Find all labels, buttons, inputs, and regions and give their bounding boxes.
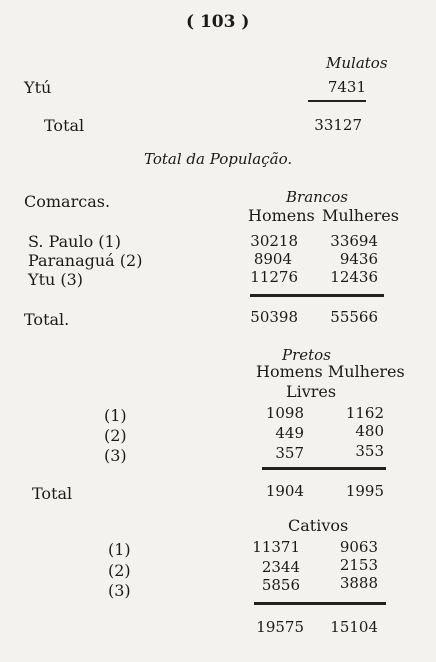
livres-row-1-mulheres: 1162 <box>345 404 384 422</box>
brancos-row-2-mulheres: 9436 <box>339 250 378 268</box>
livres-row-3-homens: 357 <box>275 444 304 462</box>
brancos-total-mulheres: 55566 <box>330 308 378 326</box>
brancos-header: Brancos <box>286 188 348 206</box>
brancos-row-2-label: Paranaguá (2) <box>28 251 143 270</box>
livres-row-2-homens: 449 <box>275 424 304 442</box>
cativos-row-1-homens: 11371 <box>252 538 300 556</box>
cativos-row-3-mulheres: 3888 <box>339 574 378 592</box>
brancos-row-1-mulheres: 33694 <box>330 232 378 250</box>
brancos-row-1-homens: 30218 <box>250 232 298 250</box>
rule-mulatos <box>308 100 366 102</box>
page-number: ( 103 ) <box>186 12 250 32</box>
livres-row-1-homens: 1098 <box>265 404 304 422</box>
ytu-label: Ytú <box>24 78 52 97</box>
mulatos-header: Mulatos <box>326 54 388 72</box>
brancos-row-3-mulheres: 12436 <box>330 268 378 286</box>
brancos-row-3-label: Ytu (3) <box>28 270 84 289</box>
cativos-header: Cativos <box>288 516 349 535</box>
section-title: Total da População. <box>144 150 293 168</box>
rule-brancos <box>250 294 384 297</box>
brancos-row-1-label: S. Paulo (1) <box>28 232 121 251</box>
cativos-row-2-homens: 2344 <box>261 558 300 576</box>
livres-row-2-label: (2) <box>104 426 127 445</box>
brancos-total-label: Total. <box>24 310 70 329</box>
comarcas-label: Comarcas. <box>24 192 111 211</box>
ytu-mulatos-value: 7431 <box>327 78 366 96</box>
cativos-row-3-label: (3) <box>108 581 131 600</box>
rule-livres <box>262 467 386 470</box>
livres-row-3-label: (3) <box>104 446 127 465</box>
cativos-row-2-mulheres: 2153 <box>339 556 378 574</box>
cativos-row-3-homens: 5856 <box>261 576 300 594</box>
brancos-row-2-homens: 8904 <box>253 250 292 268</box>
brancos-col-homens: Homens <box>248 206 315 225</box>
cativos-row-2-label: (2) <box>108 561 131 580</box>
pretos-total-label: Total <box>32 484 73 503</box>
brancos-col-mulheres: Mulheres <box>322 206 399 225</box>
brancos-total-homens: 50398 <box>250 308 298 326</box>
pretos-total-mulheres: 1995 <box>345 482 384 500</box>
pretos-col-header: Homens Mulheres <box>256 362 405 381</box>
livres-header: Livres <box>286 382 337 401</box>
livres-row-3-mulheres: 353 <box>355 442 384 460</box>
pretos-total-homens: 1904 <box>265 482 304 500</box>
cativos-total-mulheres: 15104 <box>330 618 378 636</box>
livres-row-2-mulheres: 480 <box>355 422 384 440</box>
brancos-row-3-homens: 11276 <box>250 268 298 286</box>
cativos-row-1-mulheres: 9063 <box>339 538 378 556</box>
top-total-label: Total <box>44 116 85 135</box>
livres-row-1-label: (1) <box>104 406 127 425</box>
cativos-row-1-label: (1) <box>108 540 131 559</box>
top-total-value: 33127 <box>314 116 362 134</box>
pretos-header: Pretos <box>282 346 331 364</box>
cativos-total-homens: 19575 <box>256 618 304 636</box>
rule-cativos <box>254 602 386 605</box>
